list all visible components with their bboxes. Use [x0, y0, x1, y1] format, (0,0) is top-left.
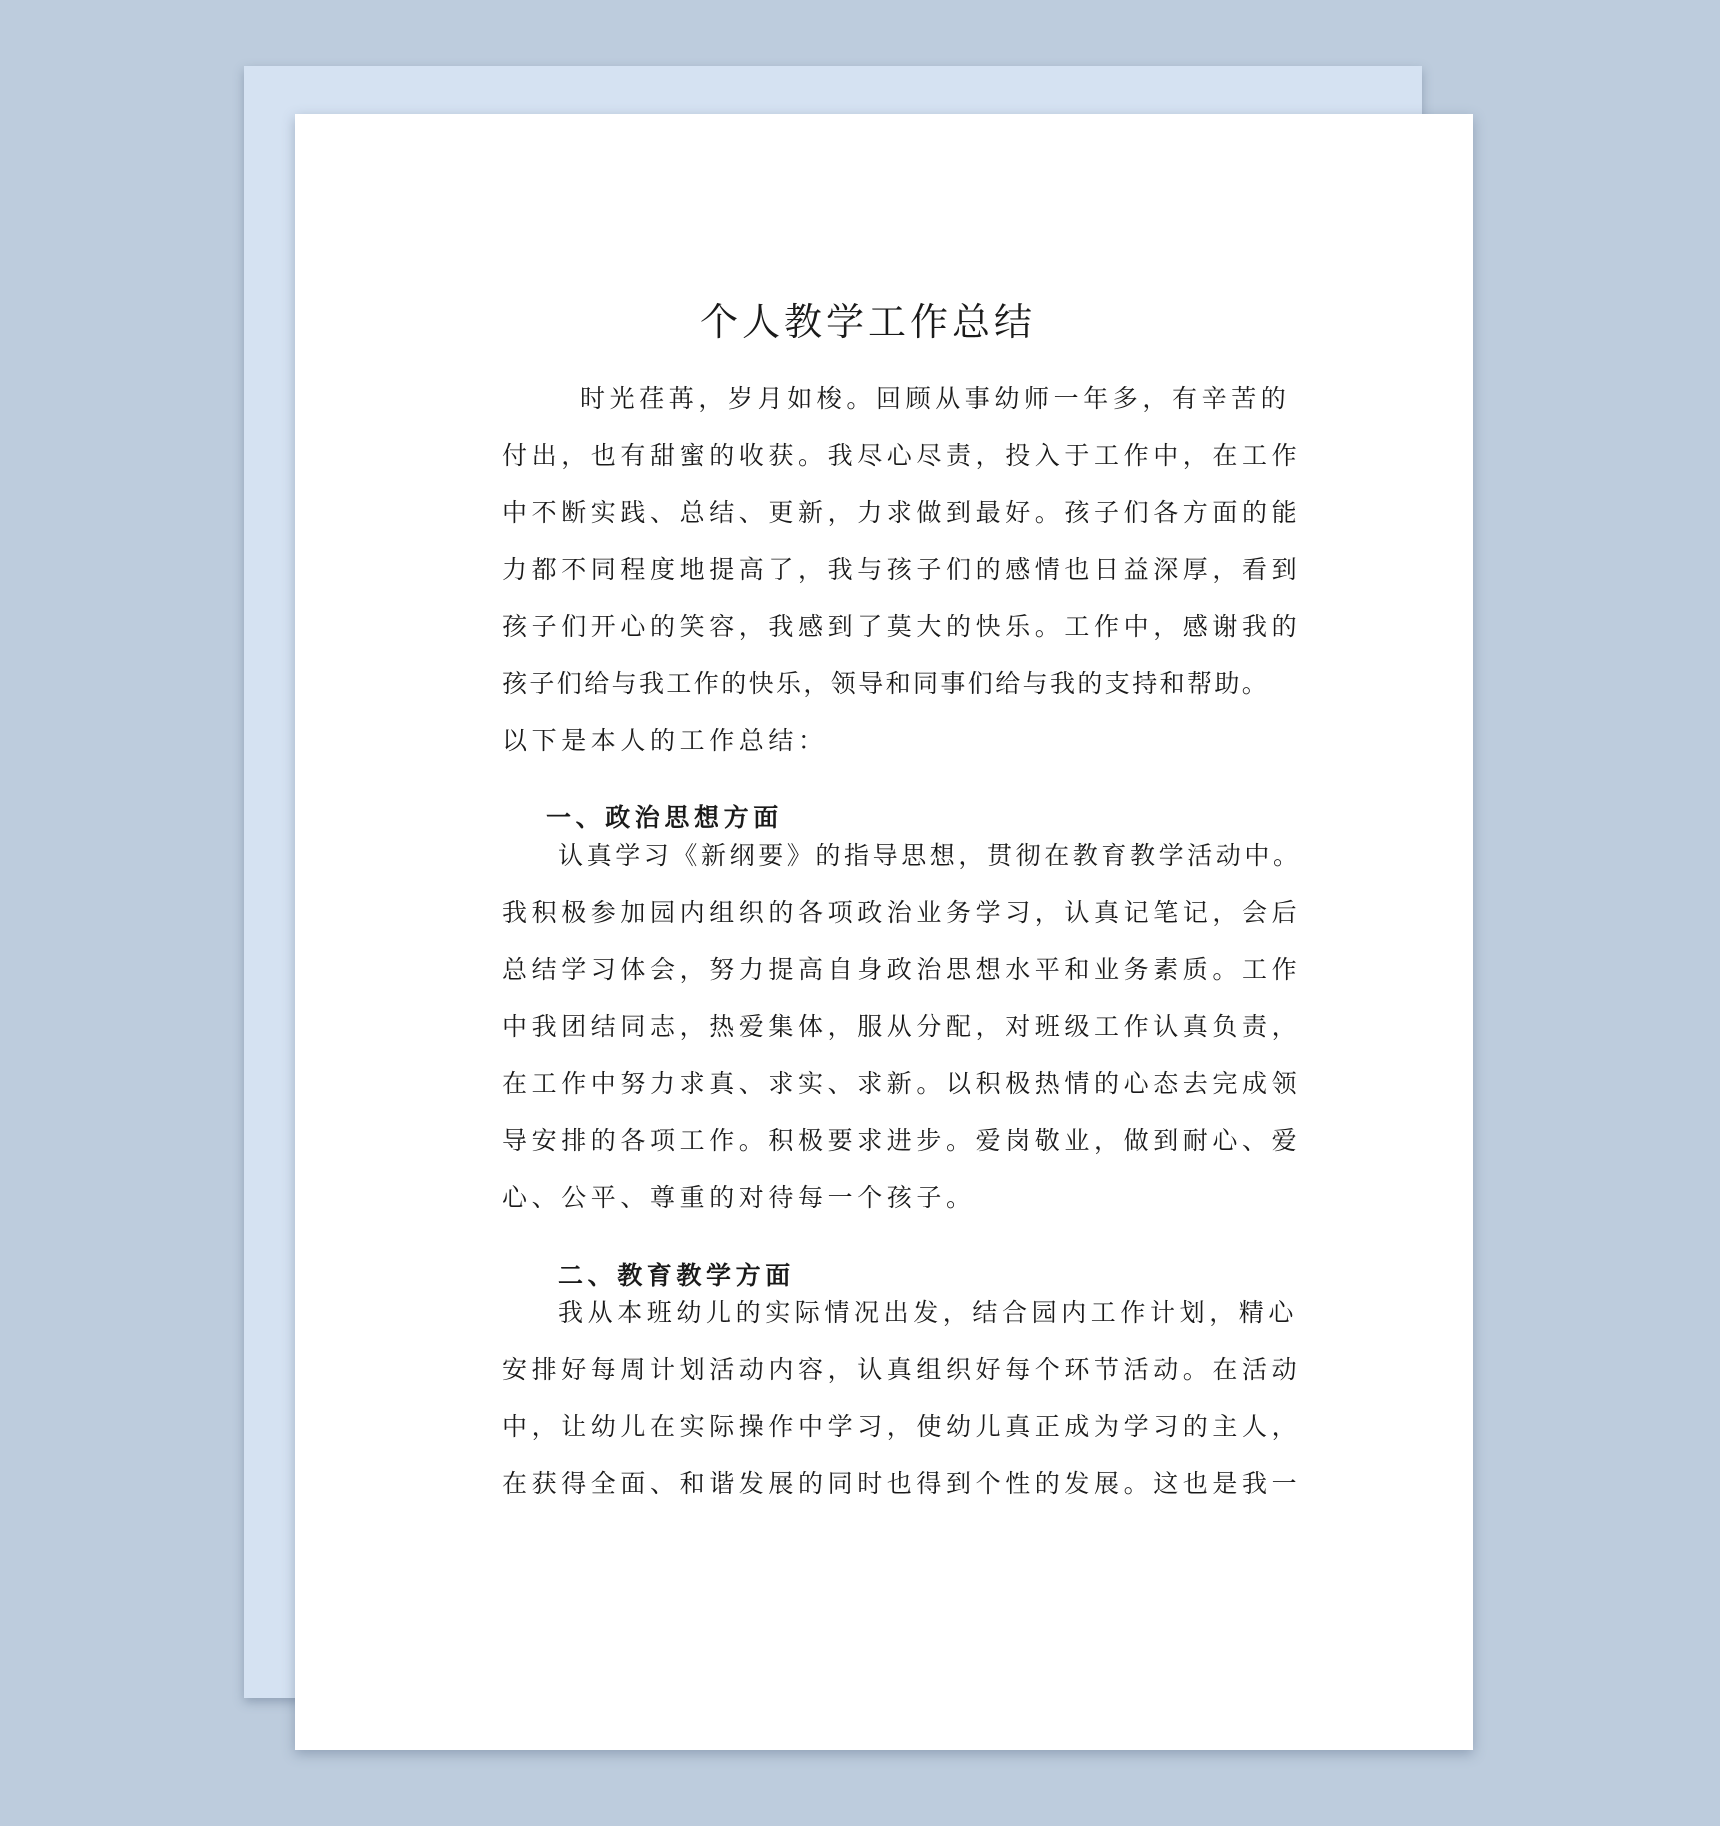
paragraph-line: 在工作中努力求真、求实、求新。以积极热情的心态去完成领 [502, 1069, 1302, 1098]
paragraph-line: 在获得全面、和谐发展的同时也得到个性的发展。这也是我一 [502, 1469, 1302, 1498]
document-title: 个人教学工作总结 [699, 300, 1036, 344]
paragraph-line: 以下是本人的工作总结： [502, 726, 828, 755]
paragraph-line: 中不断实践、总结、更新，力求做到最好。孩子们各方面的能 [502, 498, 1302, 527]
paragraph-line: 心、公平、尊重的对待每一个孩子。 [502, 1183, 976, 1212]
paragraph-line: 孩子们开心的笑容，我感到了莫大的快乐。工作中，感谢我的 [502, 612, 1302, 641]
paragraph-line: 中我团结同志，热爱集体，服从分配，对班级工作认真负责， [502, 1012, 1302, 1041]
paragraph-line: 中，让幼儿在实际操作中学习，使幼儿真正成为学习的主人， [502, 1412, 1302, 1441]
paragraph-line: 付出，也有甜蜜的收获。我尽心尽责，投入于工作中，在工作 [502, 441, 1302, 470]
paragraph-line: 力都不同程度地提高了，我与孩子们的感情也日益深厚，看到 [502, 555, 1302, 584]
paragraph-line: 总结学习体会，努力提高自身政治思想水平和业务素质。工作 [502, 955, 1302, 984]
paragraph-line: 我积极参加园内组织的各项政治业务学习，认真记笔记，会后 [502, 898, 1302, 927]
section-heading-politics: 一、政治思想方面 [546, 803, 783, 832]
paragraph-line: 孩子们给与我工作的快乐，领导和同事们给与我的支持和帮助。 [502, 669, 1270, 698]
front-paper-sheet [295, 114, 1473, 1750]
intro-paragraph [502, 370, 1302, 769]
paragraph-line: 认真学习《新纲要》的指导思想，贯彻在教育教学活动中。 [558, 841, 1302, 870]
paragraph-line: 时光荏苒，岁月如梭。回顾从事幼师一年多，有辛苦的 [580, 384, 1291, 413]
section-heading-teaching: 二、教育教学方面 [558, 1261, 795, 1290]
section-paragraph-politics [502, 827, 1302, 1226]
paragraph-line: 我从本班幼儿的实际情况出发，结合园内工作计划，精心 [558, 1298, 1299, 1327]
section-paragraph-teaching [502, 1284, 1302, 1512]
paragraph-line: 导安排的各项工作。积极要求进步。爱岗敬业，做到耐心、爱 [502, 1126, 1302, 1155]
paragraph-line: 安排好每周计划活动内容，认真组织好每个环节活动。在活动 [502, 1355, 1302, 1384]
